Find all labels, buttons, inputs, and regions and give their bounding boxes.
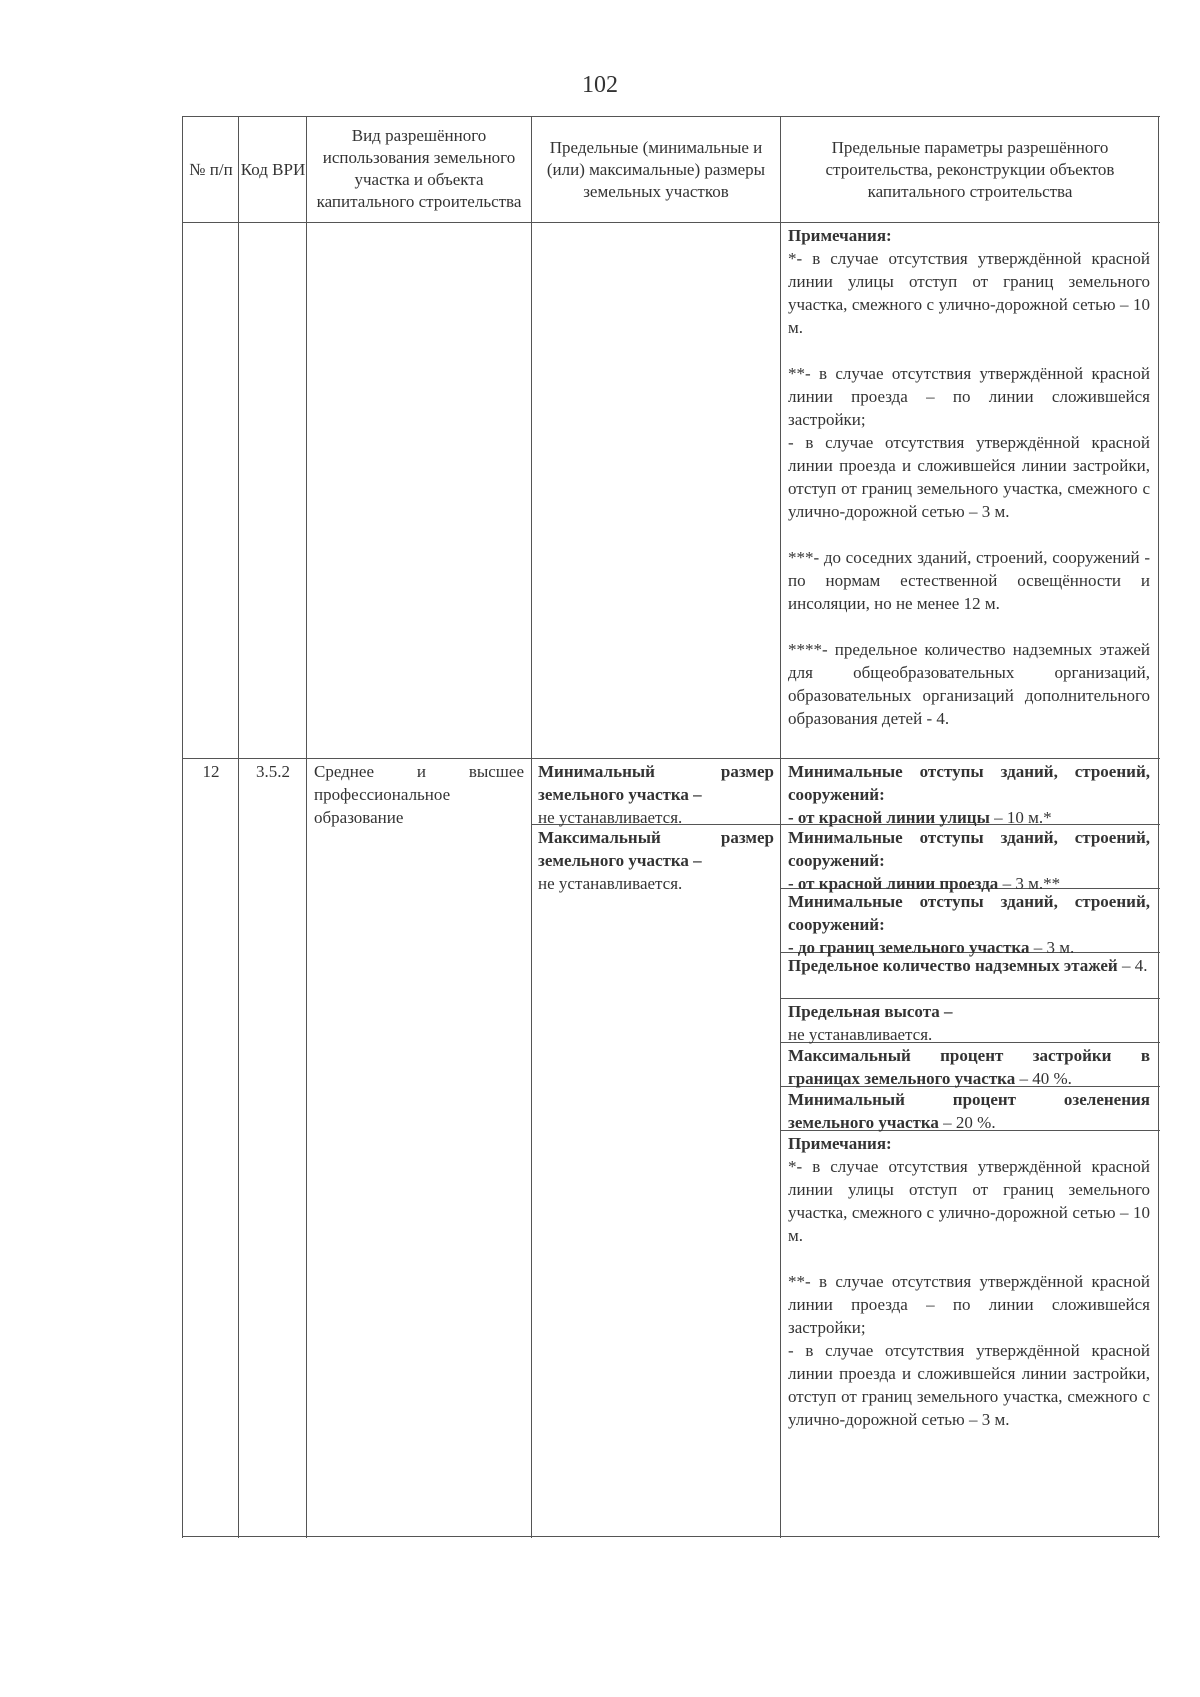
header-number: № п/п: [189, 160, 233, 179]
param-value: не устанавливается.: [788, 1025, 933, 1044]
table-border-bottom: [182, 1536, 1160, 1537]
max-plot-size: [538, 826, 774, 895]
param-value: - от красной линии проезда: [788, 874, 999, 893]
min-size-title: Минимальный размер земельного участка –: [538, 762, 774, 804]
column-divider: [780, 116, 781, 1538]
note-text: **- в случае отсутствия утверждённой красной линии проезда – по линии сложившейся застройки;: [788, 364, 1150, 429]
notes-title: Примечания:: [788, 1134, 892, 1153]
note-text: *- в случае отсутствия утверждённой красной линии улицы отступ от границ земельного участка, смежного с улично-дорожной сетью – 10 м.: [788, 249, 1150, 337]
param-setback-driveway: [788, 826, 1150, 895]
row-use-type: Среднее и высшее профессиональное образование: [314, 762, 524, 827]
column-divider: [306, 116, 307, 1538]
note-text: ***- до соседних зданий, строений, сооружений - по нормам естественной освещённости и инсоляции, но не менее 12 м.: [788, 548, 1150, 613]
param-max-coverage: [788, 1044, 1150, 1090]
param-tail: – 10 м.*: [989, 808, 1052, 827]
param-title: Предельное количество надземных этажей: [788, 956, 1118, 975]
note-text: **- в случае отсутствия утверждённой красной линии проезда – по линии сложившейся застройки;: [788, 1272, 1150, 1337]
header-use-type: Вид разрешённого использования земельного участка и объекта капитального строительства: [316, 126, 522, 211]
param-setback-boundary: [788, 890, 1150, 959]
row12-notes: [788, 1132, 1150, 1431]
table-border-left: [182, 116, 183, 1538]
row-number: 12: [202, 762, 220, 781]
param-title: Минимальные отступы зданий, строений, сооружений:: [788, 762, 1150, 804]
param-title: Предельная высота –: [788, 1002, 953, 1021]
param-title: Минимальные отступы зданий, строений, сооружений:: [788, 892, 1150, 934]
column-divider: [531, 116, 532, 1538]
table-border-right: [1158, 116, 1159, 1538]
param-title: Максимальный процент застройки в границах земельного участка: [788, 1046, 1150, 1088]
param-floors: [788, 954, 1150, 977]
note-text: - в случае отсутствия утверждённой красной линии проезда и сложившейся линии застройки, отступ от границ земельного участка, смежного с улично-дорожной сетью – 3 м.: [788, 433, 1150, 521]
note-text: - в случае отсутствия утверждённой красной линии проезда и сложившейся линии застройки, отступ от границ земельного участка, смежного с улично-дорожной сетью – 3 м.: [788, 1341, 1150, 1429]
column-divider: [238, 116, 239, 1538]
param-tail: – 3 м.: [1029, 938, 1075, 957]
note-text: ****- предельное количество надземных этажей для общеобразовательных организаций, образовательных организаций дополнительного образования детей - 4.: [788, 640, 1150, 728]
param-tail: – 40 %.: [1015, 1069, 1072, 1088]
note-text: *- в случае отсутствия утверждённой красной линии улицы отступ от границ земельного участка, смежного с улично-дорожной сетью – 10 м.: [788, 1157, 1150, 1245]
param-value: - до границ земельного участка: [788, 938, 1030, 957]
header-divider: [182, 222, 1160, 223]
param-tail: – 3 м.**: [998, 874, 1061, 893]
min-size-value: не устанавливается.: [538, 808, 683, 827]
max-size-title: Максимальный размер земельного участка –: [538, 828, 774, 870]
param-height: [788, 1000, 1150, 1046]
param-setback-street: [788, 760, 1150, 829]
row-divider: [182, 758, 1160, 759]
param-tail: – 4.: [1117, 956, 1148, 975]
zoning-table: [182, 116, 1160, 1538]
param-title: Минимальный процент озеленения земельного участка: [788, 1090, 1150, 1132]
param-value: - от красной линии улицы: [788, 808, 990, 827]
param-title: Минимальные отступы зданий, строений, сооружений:: [788, 828, 1150, 870]
continuation-notes: [788, 224, 1150, 730]
header-building-params: Предельные параметры разрешённого строительства, реконструкции объектов капитального строительства: [825, 138, 1115, 201]
notes-title: Примечания:: [788, 226, 892, 245]
page-number: 102: [582, 72, 618, 98]
header-code: Код ВРИ: [240, 160, 306, 179]
header-plot-sizes: Предельные (минимальные и (или) максимальные) размеры земельных участков: [546, 138, 766, 201]
min-plot-size: [538, 760, 774, 829]
row-code: 3.5.2: [256, 762, 290, 781]
param-min-greening: [788, 1088, 1150, 1134]
max-size-value: не устанавливается.: [538, 874, 683, 893]
param-tail: – 20 %.: [938, 1113, 996, 1132]
cell-divider: [780, 998, 1160, 999]
